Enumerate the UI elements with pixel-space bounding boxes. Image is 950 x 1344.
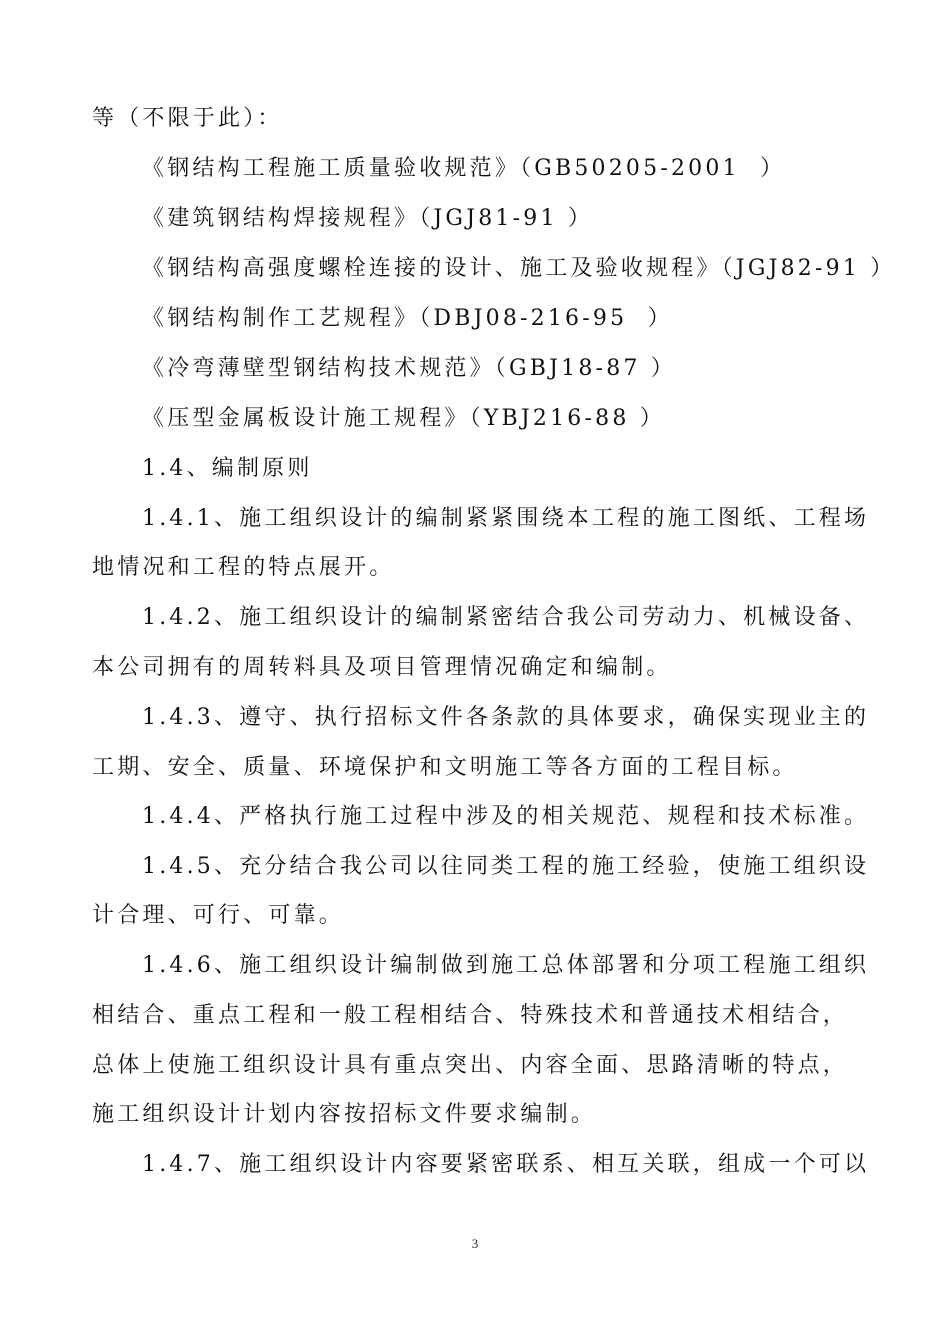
standard-item: 《建筑钢结构焊接规程》（JGJ81-91 ） (142, 206, 594, 231)
page-number: 3 (471, 1236, 479, 1251)
paragraph-line: 1.4.6、施工组织设计编制做到施工总体部署和分项工程施工组织 (142, 953, 870, 978)
standard-item: 《钢结构工程施工质量验收规范》（GB50205-2001 ） (142, 156, 786, 181)
paragraph-line: 1.4.7、施工组织设计内容要紧密联系、相互关联，组成一个可以 (142, 1152, 870, 1177)
paragraph-line: 计合理、可行、可靠。 (92, 903, 345, 928)
paragraph-line: 1.4.4、严格执行施工过程中涉及的相关规范、规程和技术标准。 (142, 804, 870, 829)
section-heading: 1.4、编制原则 (142, 456, 313, 481)
text-line: 等（不限于此）： (92, 106, 283, 131)
standard-item: 《冷弯薄壁型钢结构技术规范》（GBJ18-87 ） (142, 356, 676, 381)
standard-item: 《钢结构制作工艺规程》（DBJ08-216-95 ） (142, 306, 673, 331)
standard-item: 《钢结构高强度螺栓连接的设计、施工及验收规程》（JGJ82-91 ） (142, 256, 896, 281)
paragraph-line: 总体上使施工组织设计具有重点突出、内容全面、思路清晰的特点， (92, 1053, 849, 1078)
paragraph-line: 工期、安全、质量、环境保护和文明施工等各方面的工程目标。 (92, 755, 798, 780)
paragraph-line: 1.4.1、施工组织设计的编制紧紧围绕本工程的施工图纸、工程场 (142, 506, 870, 531)
standard-item: 《压型金属板设计施工规程》（YBJ216-88 ） (142, 406, 665, 431)
paragraph-line: 施工组织设计计划内容按招标文件要求编制。 (92, 1102, 597, 1127)
paragraph-line: 1.4.2、施工组织设计的编制紧密结合我公司劳动力、机械设备、 (142, 605, 870, 630)
paragraph-line: 1.4.3、遵守、执行招标文件各条款的具体要求，确保实现业主的 (142, 705, 870, 730)
paragraph-line: 地情况和工程的特点展开。 (92, 555, 395, 580)
paragraph-line: 本公司拥有的周转料具及项目管理情况确定和编制。 (92, 655, 672, 680)
paragraph-line: 1.4.5、充分结合我公司以往同类工程的施工经验，使施工组织设 (142, 854, 870, 879)
paragraph-line: 相结合、重点工程和一般工程相结合、特殊技术和普通技术相结合， (92, 1003, 849, 1028)
